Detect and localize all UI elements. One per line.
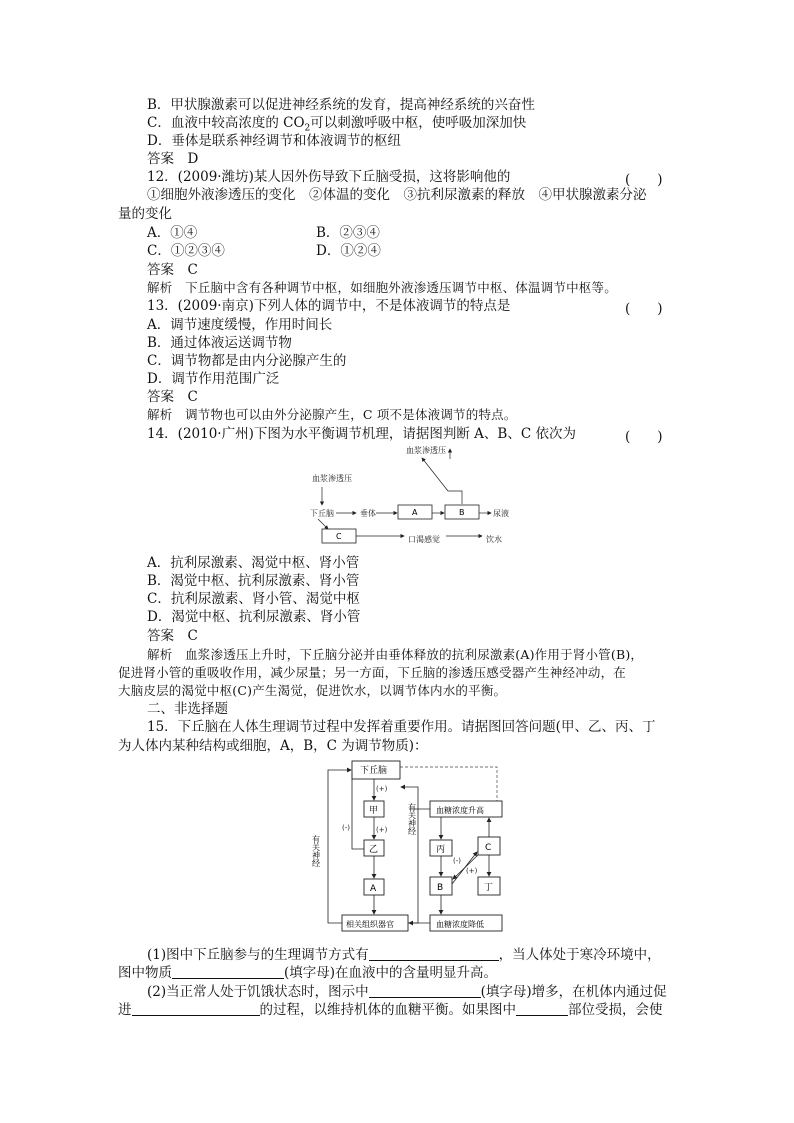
box-a-label: A xyxy=(412,508,418,517)
a-box-label: A xyxy=(370,884,377,894)
question-15-cont: 为人体内某种结构或细胞，A，B，C 为调节物质)： xyxy=(118,738,428,754)
answer-paren: ( ) xyxy=(625,429,663,445)
answer-blank[interactable] xyxy=(172,964,284,979)
question-15-2: (2)当正常人处于饥饿状态时，图示中 (填字母)增多，在机体内通过促 xyxy=(147,984,667,1000)
answer-blank[interactable] xyxy=(132,1001,260,1016)
water-balance-diagram xyxy=(300,443,530,553)
question-13: 13．(2009·南京)下列人体的调节中，不是体液调节的特点是 xyxy=(147,298,511,314)
pituitary-label: 垂体 xyxy=(360,509,376,518)
option-a: A．调节速度缓慢，作用时间长 xyxy=(147,317,333,333)
option-c: C．①②③④ xyxy=(147,243,225,259)
yi-box-label: 乙 xyxy=(369,845,379,855)
option-d: D．渴觉中枢、抗利尿激素、肾小管 xyxy=(147,609,361,625)
option-b: B．②③④ xyxy=(316,225,380,241)
drink-label: 饮水 xyxy=(486,535,502,544)
answer-paren: ( ) xyxy=(625,301,663,317)
minus-sign: (-) xyxy=(453,857,461,865)
c-box-label: C xyxy=(485,843,492,853)
plus-sign: (+) xyxy=(376,826,388,834)
answer-paren: ( ) xyxy=(625,172,663,188)
bing-box-label: 丙 xyxy=(436,845,446,855)
option-d: D．①②④ xyxy=(316,243,381,259)
answer-blank[interactable] xyxy=(369,983,481,998)
answer-blank[interactable] xyxy=(369,946,499,961)
box-b-label: B xyxy=(459,508,465,517)
question-15-2-cont: 进 的过程，以维持机体的血糖平衡。如果图中 部位受损，会使 xyxy=(118,1002,663,1018)
question-14: 14．(2010·广州)下图为水平衡调节机理，请据图判断 A、B、C 依次为 xyxy=(147,426,576,442)
section-heading: 二、非选择题 xyxy=(147,701,228,717)
question-15: 15．下丘脑在人体生理调节过程中发挥着重要作用。请据图回答问题(甲、乙、丙、丁 xyxy=(147,719,656,735)
question-15-1: (1)图中下丘脑参与的生理调节方式有 ，当人体处于寒冷环境中， xyxy=(147,947,661,963)
hypothalamus-label: 下丘脑 xyxy=(310,509,334,518)
explanation-line: 大脑皮层的渴觉中枢(C)产生渴觉，促进饮水，以调节体内水的平衡。 xyxy=(118,683,507,698)
answer-line: 答案 C xyxy=(147,389,198,405)
plasma-osmotic-left-label: 血浆渗透压 xyxy=(312,474,352,483)
option-c: C．调节物都是由内分泌腺产生的 xyxy=(147,353,347,369)
explanation-line: 促进肾小管的重吸收作用，减少尿量；另一方面，下丘脑的渗透压感受器产生神经冲动，在 xyxy=(118,665,627,680)
option-c: C．抗利尿激素、肾小管、渴觉中枢 xyxy=(147,591,360,607)
option-line: D．垂体是联系神经调节和体液调节的枢纽 xyxy=(147,133,401,149)
ding-box-label: 丁 xyxy=(484,883,494,893)
option-b: B．通过体液运送调节物 xyxy=(147,335,292,351)
option-line: B．甲状腺激素可以促进神经系统的发育，提高神经系统的兴奋性 xyxy=(147,97,535,113)
explanation-line: 解析 血浆渗透压上升时，下丘脑分泌并由垂体释放的抗利尿激素(A)作用于肾小管(B)， xyxy=(147,647,644,662)
plus-sign: (+) xyxy=(466,867,478,875)
plus-sign: (+) xyxy=(376,785,388,793)
jia-box-label: 甲 xyxy=(369,806,379,816)
urine-label: 尿液 xyxy=(493,509,509,518)
hypothalamus-regulation-diagram xyxy=(312,757,520,937)
option-line: C．血液中较高浓度的 $CO_2$可以刺激呼吸中枢，使呼吸加深加快 xyxy=(147,115,527,134)
option-d: D．调节作用范围广泛 xyxy=(147,371,280,387)
answer-line: 答案 D xyxy=(147,151,199,167)
plasma-osmotic-top-label: 血浆渗透压 xyxy=(406,446,446,455)
sugar-high-box-label: 血糖浓度升高 xyxy=(436,806,484,815)
explanation-line: 解析 下丘脑中含有各种调节中枢，如细胞外液渗透压调节中枢、体温调节中枢等。 xyxy=(147,280,617,295)
thirst-label: 口渴感觉 xyxy=(408,535,440,544)
minus-sign: (-) xyxy=(342,824,350,832)
tissue-box-label: 相关组织器官 xyxy=(346,920,394,929)
option-b: B．渴觉中枢、抗利尿激素、肾小管 xyxy=(147,573,360,589)
answer-blank[interactable] xyxy=(516,1001,568,1016)
box-c-label: C xyxy=(336,532,342,541)
option-a: A．①④ xyxy=(147,225,198,241)
answer-line: 答案 C xyxy=(147,628,198,644)
nerve-left-label: 有关神经 xyxy=(312,835,321,867)
question-12-items-cont: 量的变化 xyxy=(118,206,172,222)
nerve-mid-label: 有关神经 xyxy=(407,803,417,835)
sugar-low-box-label: 血糖浓度降低 xyxy=(436,920,484,929)
question-12: 12．(2009·潍坊)某人因外伤导致下丘脑受损，这将影响他的 xyxy=(147,169,511,185)
question-15-1-cont: 图中物质 (填字母)在血液中的含量明显升高。 xyxy=(118,965,498,981)
b-box-label: B xyxy=(437,883,444,893)
answer-line: 答案 C xyxy=(147,262,198,278)
explanation-line: 解析 调节物也可以由外分泌腺产生，C 项不是体液调节的特点。 xyxy=(147,407,517,422)
question-12-items: ①细胞外液渗透压的变化 ②体温的变化 ③抗利尿激素的释放 ④甲状腺激素分泌 xyxy=(147,187,647,203)
hypothalamus-box-label: 下丘脑 xyxy=(360,766,388,776)
option-a: A．抗利尿激素、渴觉中枢、肾小管 xyxy=(147,555,360,571)
